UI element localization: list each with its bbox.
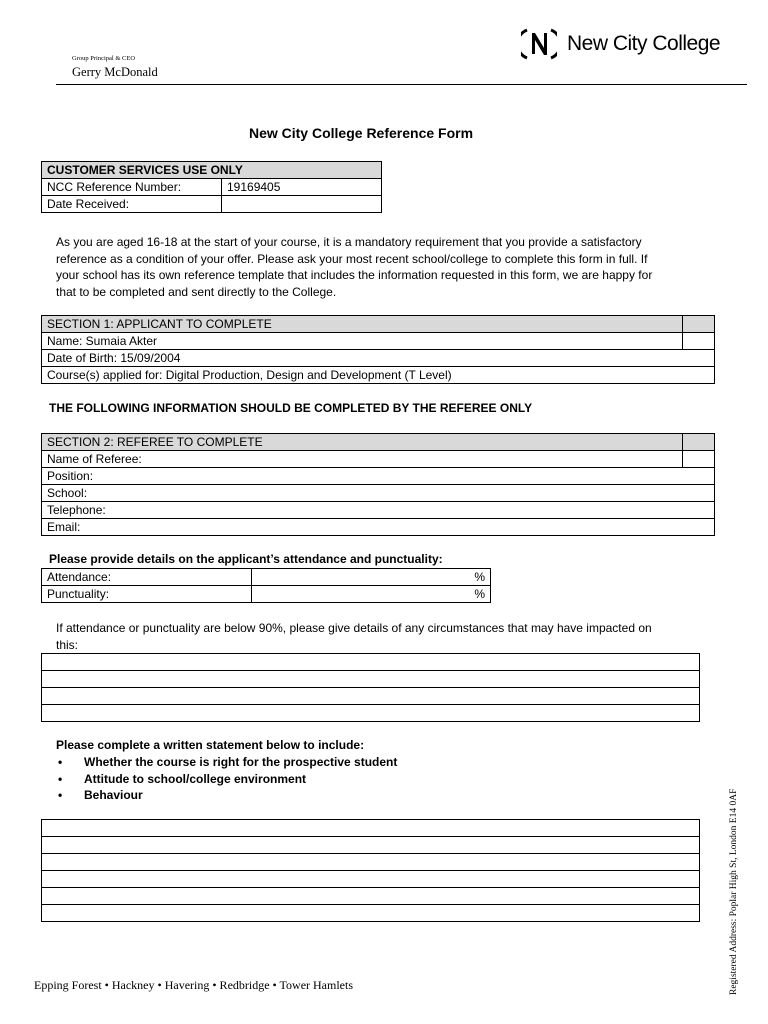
logo-mark-icon [521,27,557,61]
customer-services-heading: CUSTOMER SERVICES USE ONLY [42,162,382,179]
statement-heading: Please complete a written statement below to include: [56,738,365,752]
statement-line[interactable] [42,837,700,854]
section2-table [41,433,715,536]
bullet-item: • Whether the course is right for the prospective student [56,754,397,771]
circumstances-line[interactable] [42,705,700,722]
ncc-reference-value: 19169405 [222,179,382,196]
logo [521,27,720,61]
circumstances-line[interactable] [42,688,700,705]
statement-line[interactable] [42,854,700,871]
section1-table [41,315,715,384]
applicant-name: Name: Sumaia Akter [42,333,683,350]
referee-email-field[interactable]: Email: [42,519,715,536]
customer-services-table [41,161,382,213]
attendance-label: Attendance: [42,569,252,586]
form-title: New City College Reference Form [248,125,474,141]
statement-line[interactable] [42,905,700,922]
intro-paragraph: As you are aged 16-18 at the start of your course, it is a mandatory requirement that you provide a satisfactory reference as a condition of your offer. Please ask your most recent school/college to complete this form in full. If your school has its own reference template that includes the information requested in this form, we are happy for that to be completed and sent directly to the College. [56,235,653,299]
circumstances-line[interactable] [42,654,700,671]
attendance-field[interactable]: % [252,569,491,586]
date-received-label: Date Received: [42,196,222,213]
applicant-course: Course(s) applied for: Digital Production, Design and Development (T Level) [42,367,715,384]
registered-address: Registered Address: Poplar High St, London E14 0AF [729,788,739,995]
referee-notice: THE FOLLOWING INFORMATION SHOULD BE COMPLETED BY THE REFEREE ONLY [49,401,533,415]
circumstances-lines[interactable] [41,653,700,722]
referee-telephone-field[interactable]: Telephone: [42,502,715,519]
bullet-item: • Behaviour [56,787,397,804]
principal-name: Gerry McDonald [72,65,158,79]
date-received-field[interactable] [222,196,382,213]
bullet-item: • Attitude to school/college environment [56,771,397,788]
campus-list: Epping Forest • Hackney • Havering • Redbridge • Tower Hamlets [34,978,354,992]
statement-lines[interactable] [41,819,700,922]
statement-line[interactable] [42,888,700,905]
circumstances-line[interactable] [42,671,700,688]
principal-title: Group Principal & CEO [72,55,136,62]
punctuality-field[interactable]: % [252,586,491,603]
referee-position-field[interactable]: Position: [42,468,715,485]
applicant-dob: Date of Birth: 15/09/2004 [42,350,715,367]
attendance-heading: Please provide details on the applicant’s attendance and punctuality: [49,552,443,566]
statement-bullets [56,754,397,804]
referee-name-field[interactable]: Name of Referee: [42,451,683,468]
punctuality-label: Punctuality: [42,586,252,603]
referee-school-field[interactable]: School: [42,485,715,502]
statement-line[interactable] [42,820,700,837]
section2-heading: SECTION 2: REFEREE TO COMPLETE [42,434,683,451]
logo-text: New City College [567,32,721,55]
section1-heading: SECTION 1: APPLICANT TO COMPLETE [42,316,683,333]
header-rule [56,84,747,85]
circumstances-prompt: If attendance or punctuality are below 90%, please give details of any circumstances that may have impacted on this: [56,621,652,652]
statement-line[interactable] [42,871,700,888]
ncc-reference-label: NCC Reference Number: [42,179,222,196]
attendance-table [41,568,491,603]
